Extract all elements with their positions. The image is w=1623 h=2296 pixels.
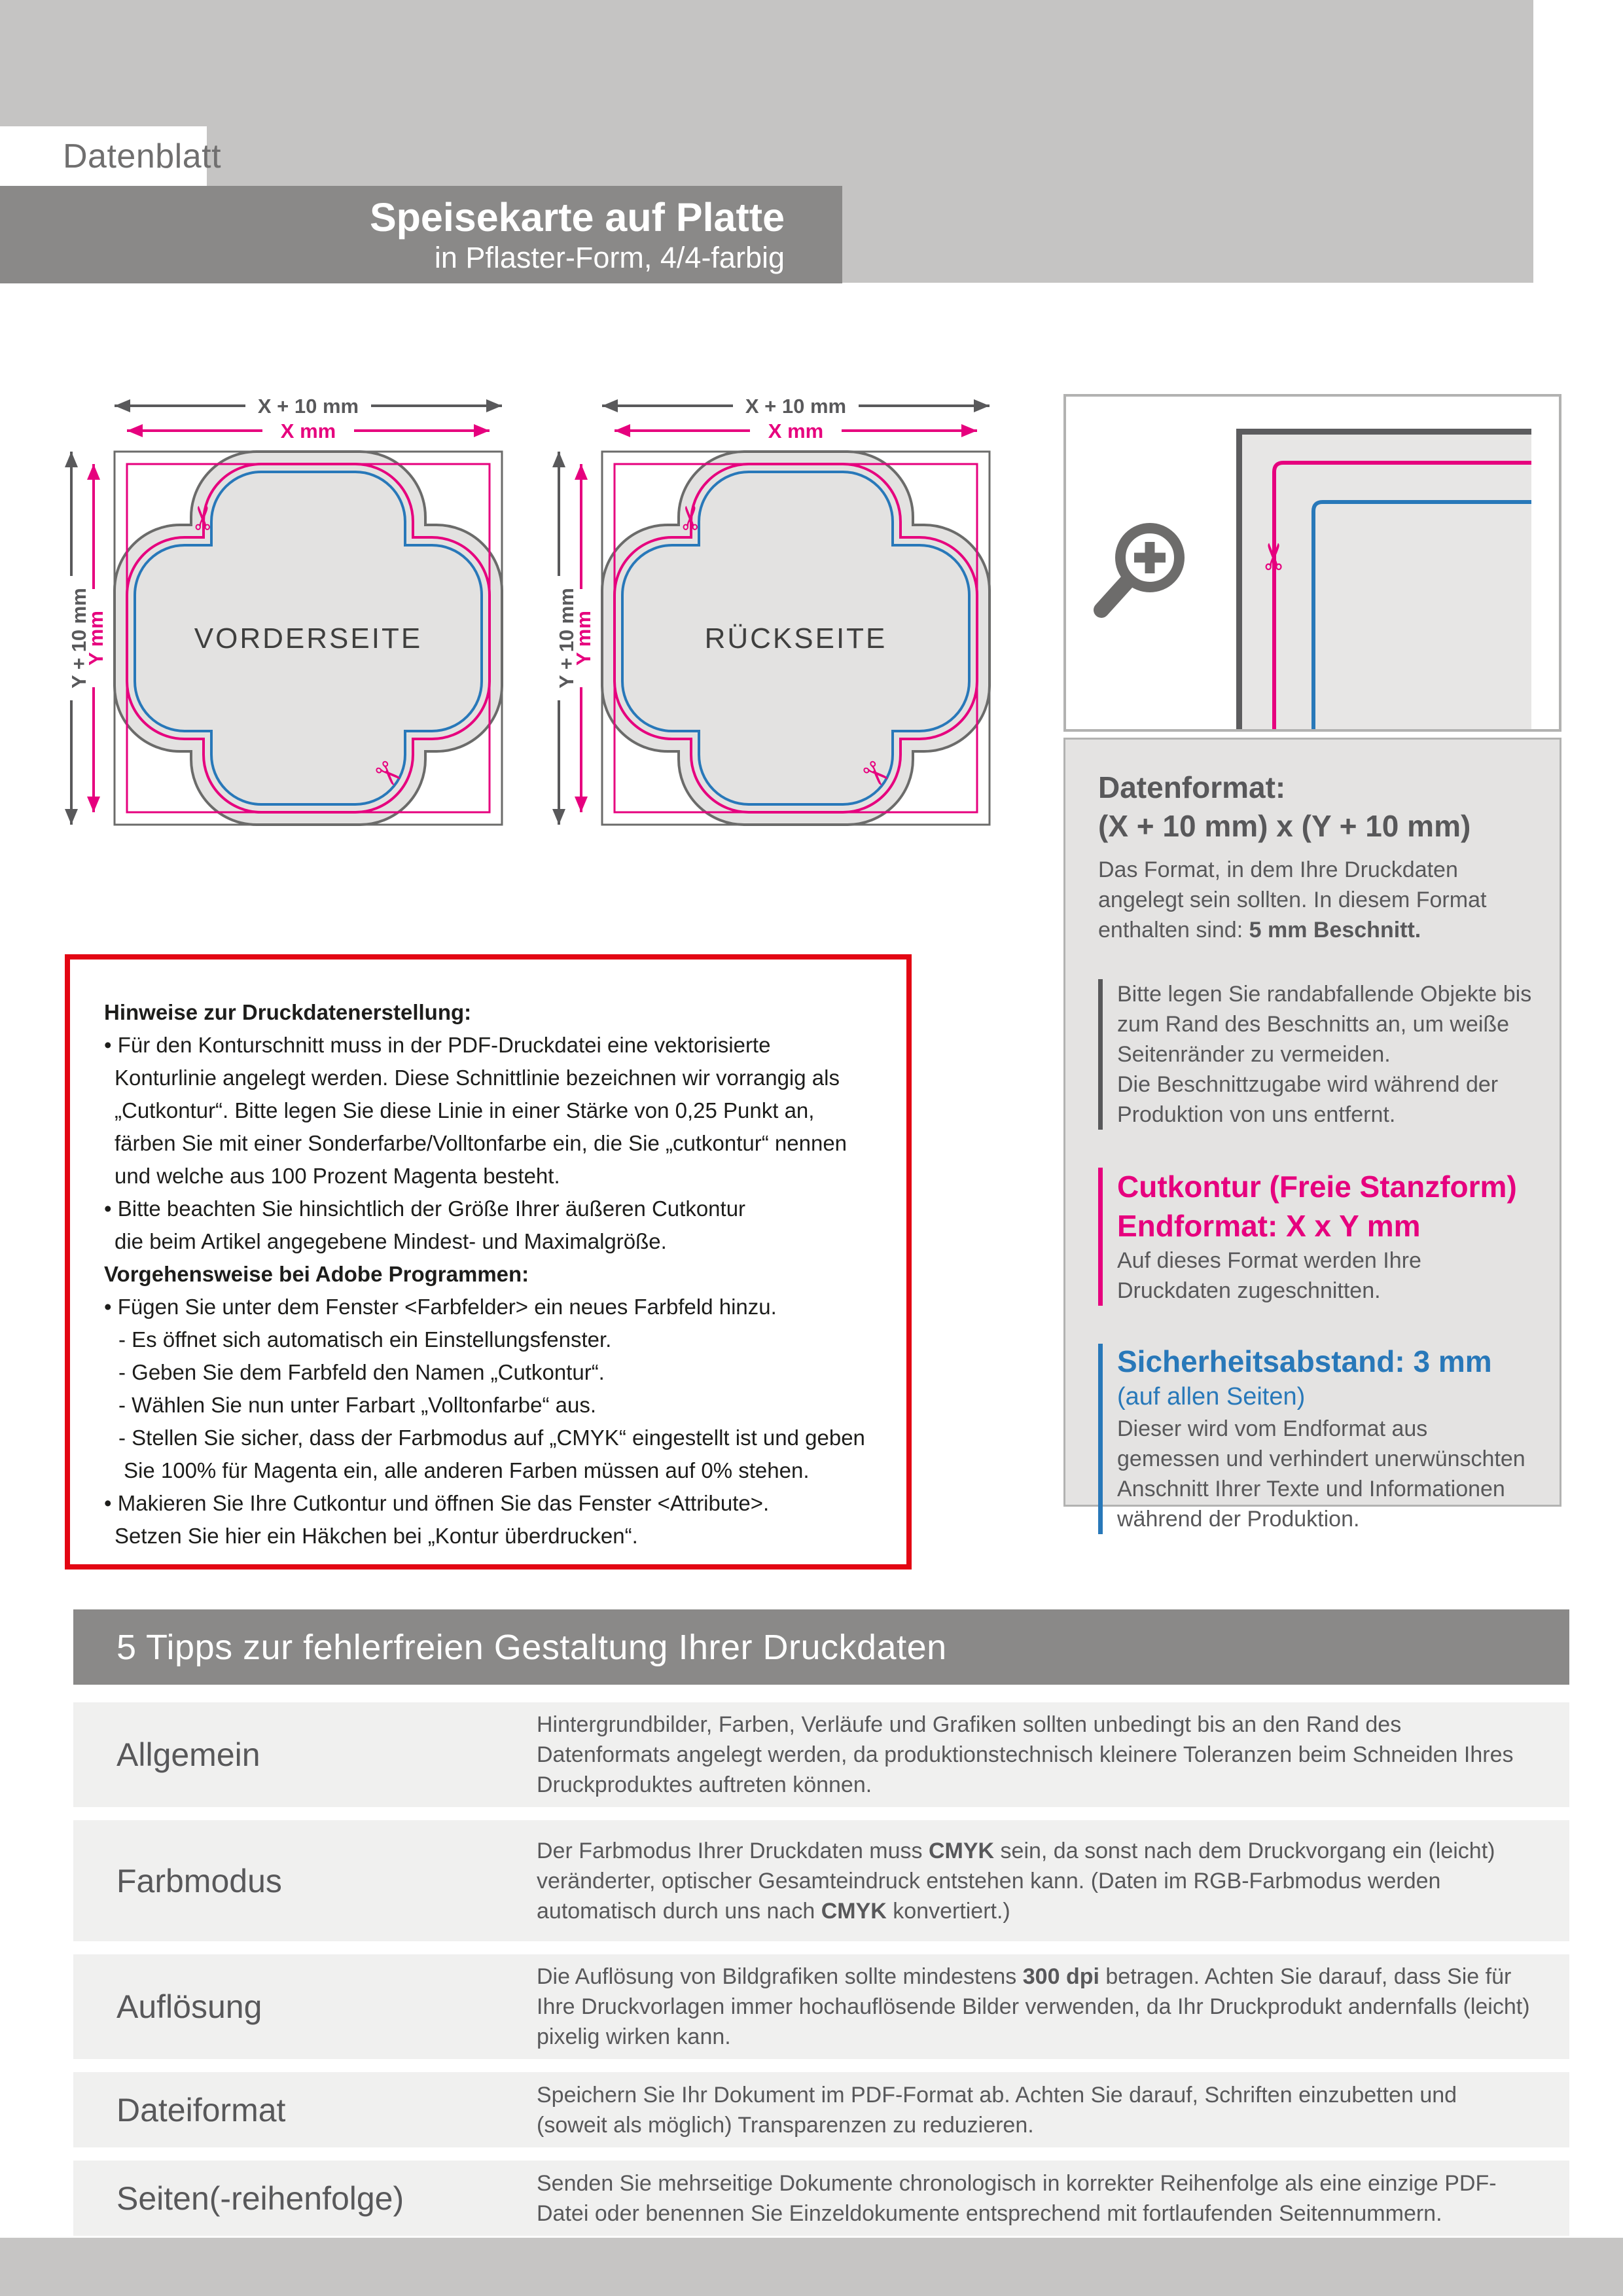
- corner-zoom-illustration: [1236, 429, 1531, 729]
- endformat-heading: Endformat: X x Y mm: [1117, 1208, 1421, 1243]
- bleed-value: 5 mm Beschnitt.: [1249, 917, 1421, 942]
- tip-row-seitenreihenfolge: [73, 2161, 1569, 2236]
- notes-line: • Bitte beachten Sie hinsichtlich der Größe Ihrer äußeren Cutkontur: [104, 1196, 746, 1221]
- board-edge-top: [1236, 429, 1531, 435]
- notes-line: die beim Artikel angegebene Mindest- und Maximalgröße.: [115, 1229, 667, 1253]
- datenformat-heading: Datenformat:: [1098, 770, 1286, 804]
- tips-heading: 5 Tipps zur fehlerfreien Gestaltung Ihrer Druckdaten: [116, 1627, 947, 1667]
- tip-text: Der Farbmodus Ihrer Druckdaten muss CMYK sein, da sonst nach dem Druckvorgang ein (leicht) veränderter, optischer Gesamteindruck entstehen kann. (Daten im RGB-Farbmodus werden automatisch durch uns nach CMYK konvertiert.): [537, 1838, 1495, 1924]
- tip-row-allgemein: [73, 1702, 1569, 1807]
- svg-text:X mm: X mm: [280, 420, 336, 442]
- arrow-right-icon: [974, 399, 990, 412]
- back-side-diagram: [543, 391, 1005, 853]
- tips-table: [73, 1702, 1569, 2236]
- datenblatt-label-box: [0, 126, 222, 187]
- bleed-area: [1242, 435, 1531, 729]
- safety-text: Dieser wird vom Endformat aus gemessen und verhindert unerwünschten Anschnitt Ihrer Texte und Informationen während der Produktion.: [1117, 1416, 1525, 1532]
- dim-x-inner: [127, 420, 490, 442]
- print-data-notes-box: [65, 954, 912, 1570]
- tip-row-aufloesung: [73, 1954, 1569, 2059]
- notes-line: - Stellen Sie sicher, dass der Farbmodus auf „CMYK“ eingestellt ist und geben: [118, 1426, 865, 1450]
- front-side-diagram: [56, 391, 518, 853]
- svg-text:Y + 10 mm: Y + 10 mm: [67, 588, 90, 689]
- notes-line: Setzen Sie hier ein Häkchen bei „Kontur überdrucken“.: [115, 1524, 638, 1548]
- arrow-up-icon: [87, 464, 100, 480]
- scissors-icon: ✂: [1253, 541, 1295, 572]
- notes-heading: Vorgehensweise bei Adobe Programmen:: [104, 1262, 529, 1286]
- back-side-label: RÜCKSEITE: [704, 622, 887, 655]
- bleed-note: Bitte legen Sie randabfallende Objekte bis zum Rand des Beschnitts an, um weiße Seitenränder zu vermeiden. Die Beschnittzugabe wird während der Produktion von uns entfernt.: [1098, 979, 1533, 1130]
- zoom-detail-box: [1063, 394, 1561, 732]
- tip-label: Seiten(-reihenfolge): [116, 2179, 404, 2217]
- arrow-up-icon: [65, 452, 78, 467]
- magnifier-plus-icon: [1090, 513, 1201, 624]
- scissors-icon: ✂: [365, 751, 411, 797]
- tip-label: Auflösung: [116, 1988, 262, 2025]
- tip-row-farbmodus: [73, 1820, 1569, 1941]
- arrow-right-icon: [961, 424, 977, 437]
- arrow-right-icon: [486, 399, 502, 412]
- datenformat-text: Das Format, in dem Ihre Druckdaten angelegt sein sollten. In diesem Format enthalten sind: 5 mm Beschnitt.: [1098, 857, 1487, 942]
- cutkontur-section: [1098, 1168, 1533, 1306]
- arrow-down-icon: [575, 797, 588, 812]
- notes-line: färben Sie mit einer Sonderfarbe/Volltonfarbe ein, die Sie „cutkontur“ nennen: [115, 1131, 847, 1155]
- arrow-left-icon: [127, 424, 143, 437]
- arrow-down-icon: [65, 809, 78, 825]
- page-subtitle: in Pflaster-Form, 4/4-farbig: [434, 241, 785, 275]
- page-title: Speisekarte auf Platte: [369, 194, 785, 240]
- datenformat-formula: (X + 10 mm) x (Y + 10 mm): [1098, 808, 1471, 843]
- title-band: [0, 186, 842, 283]
- tip-text: Senden Sie mehrseitige Dokumente chronologisch in korrekter Reihenfolge als eine einzige PDF-Datei oder benennen Sie Einzeldokumente entsprechend mit fortlaufenden Seitennummern.: [537, 2170, 1497, 2226]
- tip-text: Die Auflösung von Bildgrafiken sollte mindestens 300 dpi betragen. Achten Sie darauf, dass Sie für Ihre Druckvorlagen immer hochauflösende Bilder verwenden, da Ihr Druckprodukt andernfalls (leicht) pixelig wirken kann.: [537, 1964, 1530, 2049]
- svg-text:Y mm: Y mm: [84, 611, 107, 666]
- safety-heading: Sicherheitsabstand: 3 mm: [1117, 1344, 1492, 1379]
- arrow-up-icon: [575, 464, 588, 480]
- notes-line: • Für den Konturschnitt muss in der PDF-Druckdatei eine vektorisierte: [104, 1033, 771, 1057]
- scissors-icon: ✂: [853, 751, 899, 797]
- dim-x-outer: [602, 395, 990, 418]
- tips-heading-band: [73, 1609, 1569, 1685]
- svg-text:X + 10 mm: X + 10 mm: [745, 395, 847, 418]
- arrow-right-icon: [474, 424, 490, 437]
- notes-line: - Geben Sie dem Farbfeld den Namen „Cutkontur“.: [118, 1360, 605, 1384]
- notes-line: - Es öffnet sich automatisch ein Einstellungsfenster.: [118, 1327, 612, 1352]
- arrow-down-icon: [87, 797, 100, 812]
- notes-line: und welche aus 100 Prozent Magenta besteht.: [115, 1164, 560, 1188]
- info-panel: [1063, 738, 1561, 1532]
- tip-row-dateiformat: [73, 2072, 1569, 2147]
- front-side-label: VORDERSEITE: [194, 622, 423, 655]
- notes-line: „Cutkontur“. Bitte legen Sie diese Linie in einer Stärke von 0,25 Punkt an,: [115, 1098, 815, 1122]
- arrow-left-icon: [602, 399, 618, 412]
- tip-label: Dateiformat: [116, 2091, 286, 2128]
- notes-line: • Makieren Sie Ihre Cutkontur und öffnen Sie das Fenster <Attribute>.: [104, 1491, 770, 1515]
- tip-text: Speichern Sie Ihr Dokument im PDF-Format ab. Achten Sie darauf, Schriften einzubetten und (soweit als möglich) Transparenzen zu reduzieren.: [537, 2082, 1457, 2138]
- safety-section: [1098, 1344, 1533, 1534]
- svg-text:Y + 10 mm: Y + 10 mm: [555, 588, 578, 689]
- dim-x-inner: [615, 420, 977, 442]
- svg-text:Y mm: Y mm: [572, 611, 595, 666]
- notes-line: • Fügen Sie unter dem Fenster <Farbfelder> ein neues Farbfeld hinzu.: [104, 1295, 777, 1319]
- dim-y-inner: [84, 464, 107, 812]
- notes-line: Konturlinie angelegt werden. Diese Schnittlinie bezeichnen wir vorrangig als: [115, 1066, 840, 1090]
- dim-y-inner: [572, 464, 595, 812]
- tip-label: Farbmodus: [116, 1862, 282, 1899]
- svg-text:X + 10 mm: X + 10 mm: [257, 395, 359, 418]
- footer-band: [0, 2238, 1623, 2296]
- tip-label: Allgemein: [116, 1736, 260, 1773]
- tip-text: Hintergrundbilder, Farben, Verläufe und Grafiken sollten unbedingt bis an den Rand des Datenformats angelegt werden, da produktionstechnisch kleinere Toleranzen beim Schneiden Ihres Druckproduktes auftreten können.: [537, 1712, 1514, 1797]
- cutkontur-heading: Cutkontur (Freie Stanzform): [1117, 1169, 1517, 1204]
- safety-subheading: (auf allen Seiten): [1117, 1382, 1306, 1410]
- notes-line: Sie 100% für Magenta ein, alle anderen Farben müssen auf 0% stehen.: [124, 1458, 810, 1482]
- svg-text:X mm: X mm: [768, 420, 824, 442]
- datenblatt-label: Datenblatt: [63, 137, 222, 175]
- arrow-down-icon: [552, 809, 565, 825]
- notes-heading: Hinweise zur Druckdatenerstellung:: [104, 1000, 472, 1024]
- scissors-icon: ✂: [673, 504, 709, 531]
- dim-x-outer: [115, 395, 502, 418]
- cutkontur-text: Auf dieses Format werden Ihre Druckdaten zugeschnitten.: [1117, 1248, 1421, 1304]
- arrow-left-icon: [115, 399, 130, 412]
- scissors-icon: ✂: [185, 504, 222, 531]
- arrow-up-icon: [552, 452, 565, 467]
- arrow-left-icon: [615, 424, 630, 437]
- notes-line: - Wählen Sie nun unter Farbart „Volltonfarbe“ aus.: [118, 1393, 597, 1417]
- board-edge-left: [1236, 429, 1242, 729]
